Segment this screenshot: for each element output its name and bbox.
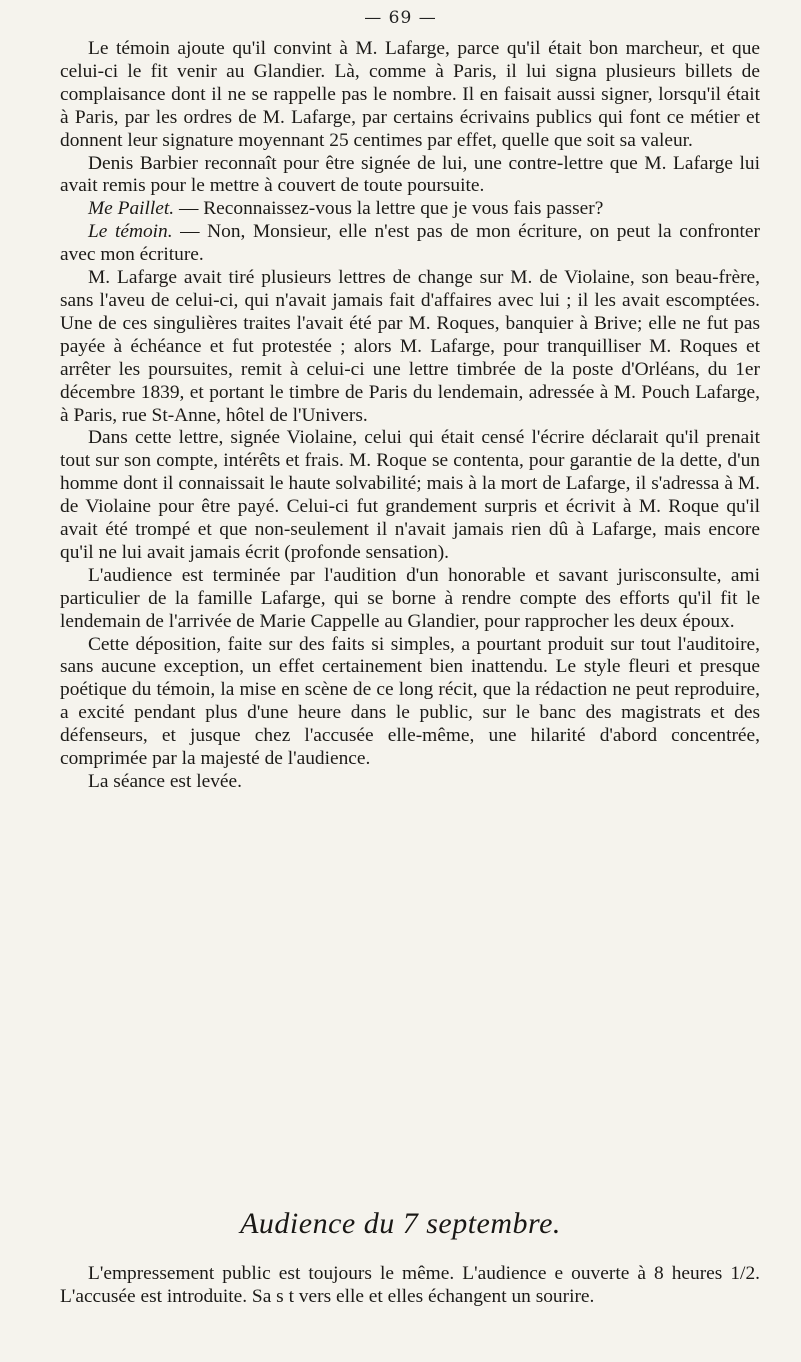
paragraph: Dans cette lettre, signée Violaine, celui qui était censé l'écrire déclarait qu'il prenait tout sur son compte, intérêts et frais. M. Roque se contenta, pour garantie de la dette, d'un homme dont il connaissait le haute solvabilité; mais à la mort de Lafarge, il s'adressa à M. de Violaine pour être payé. Celui-ci fut grandement surpris et écrivit à M. Roque qu'il avait été trompé et que non-seulement il n'avait jamais rien dû à Lafarge, mais encore qu'il ne lui avait jamais écrit (profonde sensation). <box>60 427 760 563</box>
paragraph: Denis Barbier reconnaît pour être signée de lui, une contre-lettre que M. Lafarge lui avait remis pour le mettre à couvert de toute poursuite. <box>60 152 760 197</box>
dialogue-text: — Non, Monsieur, elle n'est pas de mon écriture, on peut la confronter avec mon écriture. <box>60 221 760 266</box>
paragraph: M. Lafarge avait tiré plusieurs lettres de change sur M. de Violaine, son beau-frère, sans l'aveu de celui-ci, qui n'avait jamais fait d'affaires avec lui ; il les avait escomptées. Une de ces singulières traites l'avait été par M. Roques, banquier à Brive; elle ne fut pas payée à échéance et fut protestée ; alors M. Lafarge, pour tranquilliser M. Roques et arrêter les poursuites, remit à celui-ci une lettre timbrée de la poste d'Orléans, du 1er décembre 1839, et portant le timbre de Paris du lendemain, adressée à M. Pouch Lafarge, à Paris, rue St-Anne, hôtel de l'Univers. <box>60 267 760 426</box>
dialogue-line <box>60 221 760 267</box>
section-heading: Audience du 7 septembre. <box>240 1207 561 1240</box>
speaker-name: Me Paillet. <box>88 198 175 220</box>
paragraph: Cette déposition, faite sur des faits si simples, a pourtant produit sur tout l'auditoire, sans aucune exception, un effet certainement bien inattendu. Le style fleuri et presque poétique du témoin, la mise en scène de ce long récit, que la rédaction ne peut reproduire, a excité pendant plus d'une heure dans le public, sur le banc des magistrats et des défenseurs, et jusque chez l'accusée elle-même, une hilarité d'abord concentrée, comprimée par la majesté de l'audience. <box>60 633 760 770</box>
speaker-name: Le témoin. <box>88 221 173 243</box>
page-number: — 69 — <box>364 8 437 28</box>
paragraph: L'empressement public est toujours le même. L'audience e ouverte à 8 heures 1/2. L'accusée est introduite. Sa s t vers elle et elles échangent un sourire. <box>60 1263 760 1307</box>
paragraph: La séance est levée. <box>88 771 242 792</box>
paragraph: Le témoin ajoute qu'il convint à M. Lafarge, parce qu'il était bon marcheur, et que celui-ci le fit venir au Glandier. Là, comme à Paris, il lui signa plusieurs billets de complaisance dont il ne se rappelle pas le nombre. Il en faisait aussi signer, lorsqu'il était à Paris, par les ordres de M. Lafarge, par certains écrivains publics qui font ce métier et donnent leur signature moyennant 25 centimes par effet, quelle que soit sa valeur. <box>60 38 760 151</box>
paragraph: L'audience est terminée par l'audition d'un honorable et savant jurisconsulte, ami particulier de la famille Lafarge, qui se borne à rendre compte des efforts qu'il fit le lendemain de l'arrivée de Marie Cappelle au Glandier, pour rapprocher les deux époux. <box>60 564 760 632</box>
main-text <box>60 38 760 794</box>
dialogue-line <box>60 198 760 221</box>
dialogue-text: — Reconnaissez-vous la lettre que je vous fais passer? <box>174 198 604 220</box>
section-text <box>60 1262 760 1308</box>
